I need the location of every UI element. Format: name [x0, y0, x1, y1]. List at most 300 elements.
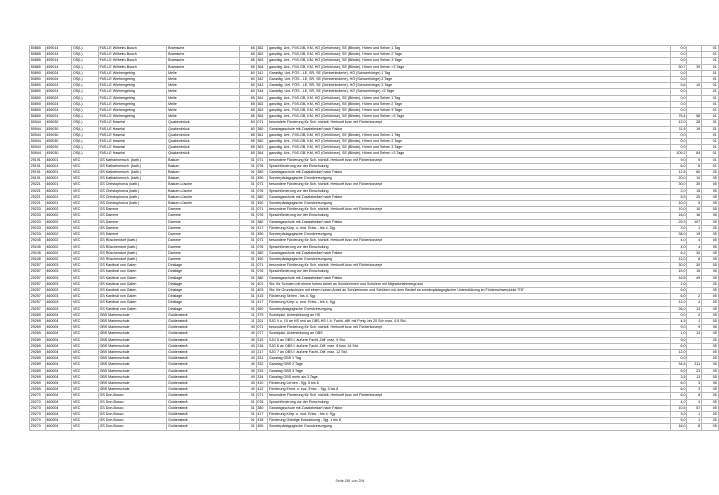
district-number-cell: 459024 [45, 114, 72, 120]
code-a-cell: 01 [239, 287, 256, 293]
code-a-cell: 60 [239, 70, 256, 76]
school-type-cell: VEC [72, 219, 99, 225]
code-b-cell: 450 [256, 306, 268, 312]
code-a-cell: 40 [239, 368, 256, 374]
code-a-cell: 65 [239, 145, 256, 151]
school-type-cell: VEC [72, 380, 99, 386]
count-cell: 4 [687, 244, 702, 250]
description-cell: ganztäg. Unt., FöS-GB, KM, HÖ (Gehörlose), SE (Blinde), Hören und Sehen >3 Tage [268, 64, 671, 70]
school-type-cell: OS(L) [72, 139, 99, 145]
code-a-cell: 40 [239, 356, 256, 362]
code-a-cell: 65 [239, 151, 256, 157]
code-b-cell: 201 [256, 318, 268, 324]
school-number-cell: 29269 [30, 368, 46, 374]
group-cell: 01 [701, 145, 718, 151]
school-number-cell: 29257 [30, 275, 46, 281]
count-cell: 10 [687, 176, 702, 182]
description-cell: Sonderpädagogische Grundversorgung [268, 256, 671, 262]
description-cell: Förderung Emot. u. soz. Entw. - Sjg. 5 bis 8 [268, 387, 671, 393]
hours-cell: 9,0 [670, 337, 687, 343]
school-name-cell: OBS Marienschule [98, 337, 167, 343]
code-b-cell: 450 [256, 424, 268, 430]
school-name-cell: OBS Marienschule [98, 331, 167, 337]
description-cell: Ganztäg. Unt. FÖS - LE, SR, SE (Sehbehinderte), HÖ (Schwerhörige) >3 Tage [268, 89, 671, 95]
hours-cell: 20,0 [670, 176, 687, 182]
district-number-cell: 460004 [45, 318, 72, 324]
hours-cell: 12,0 [670, 256, 687, 262]
code-a-cell: 40 [239, 343, 256, 349]
school-number-cell: 29269 [30, 349, 46, 355]
group-cell: 05 [701, 182, 718, 188]
hours-cell: 34,6 [670, 362, 687, 368]
school-number-cell: 50865 [30, 46, 46, 52]
description-cell: Sozialpäd. Unterstützung an HS [268, 312, 671, 318]
code-a-cell: 40 [239, 325, 256, 331]
code-b-cell: 379 [256, 312, 268, 318]
school-type-cell: OS(L) [72, 64, 99, 70]
school-type-cell: VEC [72, 399, 99, 405]
school-type-cell: VEC [72, 343, 99, 349]
district-number-cell: 460001 [45, 176, 72, 182]
hours-cell: 0,0 [670, 58, 687, 64]
school-name-cell: GS Rüschendorf (kath.) [98, 256, 167, 262]
code-a-cell: 01 [239, 393, 256, 399]
description-cell: Sozialpäd. Unterstützung an OBS [268, 331, 671, 337]
school-type-cell: VEC [72, 362, 99, 368]
location-cell: Goldenstedt [167, 343, 240, 349]
school-type-cell: VEC [72, 294, 99, 300]
code-a-cell: 65 [239, 95, 256, 101]
group-cell: 05 [701, 194, 718, 200]
district-number-cell: 460004 [45, 356, 72, 362]
group-cell: 01 [701, 77, 718, 83]
code-b-cell: 410 [256, 380, 268, 386]
group-cell: 05 [701, 380, 718, 386]
hours-cell: 0,0 [670, 101, 687, 107]
school-number-cell: 29270 [30, 399, 46, 405]
code-b-cell: 450 [256, 201, 268, 207]
count-cell: 211 [687, 362, 702, 368]
location-cell: Goldenstedt [167, 393, 240, 399]
count-cell: 1 [687, 411, 702, 417]
school-type-cell: VEC [72, 238, 99, 244]
group-cell: 05 [701, 263, 718, 269]
hours-cell: 16,0 [670, 213, 687, 219]
count-cell: 9 [687, 157, 702, 163]
school-type-cell: VEC [72, 306, 99, 312]
code-b-cell: 364 [256, 114, 268, 120]
district-number-cell: 460002 [45, 256, 72, 262]
district-number-cell: 460004 [45, 374, 72, 380]
school-name-cell: OBS Marienschule [98, 312, 167, 318]
district-number-cell: 460004 [45, 387, 72, 393]
location-cell: Goldenstedt [167, 405, 240, 411]
district-number-cell: 460004 [45, 424, 72, 430]
district-number-cell: 460002 [45, 238, 72, 244]
hours-cell: 9,0 [670, 157, 687, 163]
group-cell: 05 [701, 250, 718, 256]
school-name-cell: FöS-LE Haselal [98, 139, 167, 145]
description-cell: Sprachförderung vor der Einschulung [268, 188, 671, 194]
code-a-cell: 65 [239, 64, 256, 70]
description-cell: Förderung Geistige Entwicklung - Sjg. 1 bis 8 [268, 418, 671, 424]
description-cell: Ganztäg. Unt. FÖS - LE, SR, SE (Sehbehinderte), HÖ (Schwerhörige) 2 Tage [268, 77, 671, 83]
school-type-cell: VEC [72, 194, 99, 200]
code-a-cell: 65 [239, 101, 256, 107]
hours-cell: 4,0 [670, 238, 687, 244]
hours-cell: 3,5 [670, 374, 687, 380]
hours-cell: 75,4 [670, 114, 687, 120]
group-cell: 01 [701, 108, 718, 114]
group-cell: 05 [701, 405, 718, 411]
code-a-cell: 01 [239, 405, 256, 411]
location-cell: Bakum-Lüsche [167, 188, 240, 194]
location-cell: Bakum [167, 163, 240, 169]
school-number-cell: 50944 [30, 145, 46, 151]
hours-cell: 6,0 [670, 287, 687, 293]
school-type-cell: VEC [72, 244, 99, 250]
group-cell: 01 [701, 70, 718, 76]
location-cell: Melle [167, 77, 240, 83]
hours-cell: 12,5 [670, 170, 687, 176]
code-a-cell: 01 [239, 424, 256, 430]
description-cell: Ganztäg. Unt. FÖS - LE, SR, SE (Sehbehinderte), HÖ (Schwerhörige) 3 Tage [268, 83, 671, 89]
school-name-cell: FöS-LE Wilhelm-Busch [98, 64, 167, 70]
school-number-cell: 50890 [30, 95, 46, 101]
school-type-cell: VEC [72, 182, 99, 188]
school-number-cell: 29233 [30, 207, 46, 213]
location-cell: Quakenbrück [167, 151, 240, 157]
school-type-cell: VEC [72, 250, 99, 256]
district-number-cell: 460002 [45, 232, 72, 238]
hours-cell: 5,6 [670, 83, 687, 89]
school-name-cell: GS Don-Bosco [98, 418, 167, 424]
code-b-cell: 331 [256, 356, 268, 362]
count-cell: 15 [687, 188, 702, 194]
code-a-cell: 01 [239, 281, 256, 287]
location-cell: Bakum [167, 176, 240, 182]
location-cell: Dinklage [167, 263, 240, 269]
hours-cell: 10,5 [670, 405, 687, 411]
group-cell: 05 [701, 294, 718, 300]
school-name-cell: GS Kardinal von Galen [98, 275, 167, 281]
group-cell: 01 [701, 101, 718, 107]
school-name-cell: FöS-LE Wiehengebirg [98, 114, 167, 120]
school-number-cell: 29257 [30, 287, 46, 293]
district-number-cell: 460004 [45, 337, 72, 343]
code-a-cell: 40 [239, 331, 256, 337]
school-name-cell: GS Kardinal von Galen [98, 300, 167, 306]
hours-cell: 30,0 [670, 182, 687, 188]
school-name-cell: GS Don-Bosco [98, 393, 167, 399]
school-type-cell: VEC [72, 300, 99, 306]
school-type-cell: OS(L) [72, 52, 99, 58]
group-cell: 01 [701, 163, 718, 169]
code-a-cell: 60 [239, 126, 256, 132]
code-b-cell: 076 [256, 213, 268, 219]
district-number-cell: 460001 [45, 201, 72, 207]
school-type-cell: VEC [72, 387, 99, 393]
description-cell: ganztäg. Unt., FöS-GB, KM, HÖ (Gehörlose), SE (Blinde), Hören und Sehen 1 Tag [268, 132, 671, 138]
location-cell: Quakenbrück [167, 126, 240, 132]
group-cell: 05 [701, 312, 718, 318]
school-name-cell: FöS-LE Haselal [98, 132, 167, 138]
code-b-cell: 076 [256, 163, 268, 169]
school-number-cell: 50944 [30, 139, 46, 145]
group-cell: 05 [701, 244, 718, 250]
district-number-cell: 459024 [45, 101, 72, 107]
code-b-cell: 217 [256, 349, 268, 355]
count-cell: 2 [687, 312, 702, 318]
location-cell: Quakenbrück [167, 132, 240, 138]
group-cell: 01 [701, 83, 718, 89]
description-cell: besondere Förderung für Sch. nichtdt. Herkunft bzw. mit Förderkonzept [268, 325, 671, 331]
hours-cell: 30,0 [670, 263, 687, 269]
hours-cell: 6,0 [670, 380, 687, 386]
code-a-cell: 65 [239, 46, 256, 52]
hours-cell: 16,0 [670, 424, 687, 430]
location-cell: Dinklage [167, 287, 240, 293]
school-type-cell: VEC [72, 269, 99, 275]
code-b-cell: 215 [256, 337, 268, 343]
code-a-cell: 01 [239, 201, 256, 207]
hours-cell: 2,0 [670, 188, 687, 194]
school-number-cell: 29257 [30, 263, 46, 269]
school-number-cell: 29269 [30, 318, 46, 324]
group-cell: 05 [701, 337, 718, 343]
description-cell: besondere Förderung für Sch. nichtdt. Herkunft bzw. mit Förderkonzept [268, 207, 671, 213]
code-b-cell: 362 [256, 46, 268, 52]
school-name-cell: GS Damme [98, 225, 167, 231]
hours-cell: 5,0 [670, 418, 687, 424]
hours-cell: 3,0 [670, 225, 687, 231]
count-cell: 84 [687, 151, 702, 157]
hours-cell: 6,0 [670, 163, 687, 169]
description-cell: Förderung Körp. u. mot. Entw. - bis 4. Sjg. [268, 411, 671, 417]
table-row [30, 424, 719, 430]
school-number-cell: 29257 [30, 269, 46, 275]
location-cell: Goldenstedt [167, 399, 240, 405]
group-cell: 01 [701, 114, 718, 120]
code-b-cell: 362 [256, 101, 268, 107]
school-type-cell: VEC [72, 312, 99, 318]
school-number-cell: 29257 [30, 300, 46, 306]
hours-cell: 2,0 [670, 281, 687, 287]
school-name-cell: GS Rüschendorf (kath.) [98, 238, 167, 244]
district-number-cell: 460004 [45, 349, 72, 355]
code-b-cell: 363 [256, 58, 268, 64]
district-number-cell: 460003 [45, 300, 72, 306]
school-type-cell: VEC [72, 411, 99, 417]
school-type-cell: OS(L) [72, 77, 99, 83]
hours-cell: 0,0 [670, 52, 687, 58]
code-b-cell: 450 [256, 256, 268, 262]
school-number-cell: 29269 [30, 337, 46, 343]
location-cell: Dinklage [167, 306, 240, 312]
hours-cell: 11,6 [670, 126, 687, 132]
location-cell: Goldenstedt [167, 368, 240, 374]
group-cell: 05 [701, 225, 718, 231]
group-cell: 01 [701, 64, 718, 70]
hours-cell: 5,5 [670, 194, 687, 200]
location-cell: Goldenstedt [167, 325, 240, 331]
group-cell: 05 [701, 238, 718, 244]
hours-cell: 0,0 [670, 46, 687, 52]
description-cell: Std. für Schulen mit einem hohen Anteil an Schülerinnen und Schülern mit Migrationshintergrund [268, 281, 671, 287]
district-number-cell: 459014 [45, 64, 72, 70]
group-cell: 05 [701, 219, 718, 225]
school-name-cell: GS Damme [98, 219, 167, 225]
page-footer: Seite 281 von 294 [335, 479, 365, 483]
code-b-cell: 361 [256, 132, 268, 138]
code-b-cell: 343 [256, 83, 268, 89]
school-name-cell: GS Kardinal von Galen [98, 294, 167, 300]
group-cell: 05 [701, 213, 718, 219]
school-type-cell: OS(L) [72, 101, 99, 107]
school-number-cell: 29269 [30, 380, 46, 386]
code-b-cell: 071 [256, 263, 268, 269]
description-cell: ganztäg. Unt., FöS-GB, KM, HÖ (Gehörlose), SE (Blinde), Hören und Sehen 1 Tag [268, 95, 671, 101]
description-cell: ganztäg. Unt., FöS-GB, KM, HÖ (Gehörlose), SE (Blinde), Hören und Sehen 3 Tage [268, 108, 671, 114]
code-b-cell: 216 [256, 343, 268, 349]
code-a-cell: 01 [239, 300, 256, 306]
school-type-cell: VEC [72, 393, 99, 399]
description-cell: besondere Förderung für Sch. nichtdt. Herkunft bzw. mit Förderkonzept [268, 263, 671, 269]
district-number-cell: 460004 [45, 362, 72, 368]
district-number-cell: 460004 [45, 418, 72, 424]
hours-cell: 6,0 [670, 393, 687, 399]
location-cell: Damme [167, 250, 240, 256]
group-cell: 05 [701, 269, 718, 275]
hours-cell: 0,0 [670, 77, 687, 83]
district-number-cell: 460002 [45, 219, 72, 225]
description-cell: Sonderpädagogische Grundversorgung [268, 176, 671, 182]
hours-cell: 1,0 [670, 331, 687, 337]
count-cell: 49 [687, 275, 702, 281]
code-a-cell: 01 [239, 306, 256, 312]
code-b-cell: 071 [256, 393, 268, 399]
school-type-cell: OS(L) [72, 58, 99, 64]
location-cell: Goldenstedt [167, 424, 240, 430]
district-number-cell: 460003 [45, 263, 72, 269]
group-cell: 01 [701, 132, 718, 138]
school-number-cell: 29191 [30, 157, 46, 163]
count-cell: 6 [687, 256, 702, 262]
school-type-cell: VEC [72, 188, 99, 194]
count-cell: 3 [687, 380, 702, 386]
school-number-cell: 29245 [30, 238, 46, 244]
group-cell: 05 [701, 393, 718, 399]
location-cell: Damme [167, 232, 240, 238]
location-cell: Goldenstedt [167, 349, 240, 355]
location-cell: Melle [167, 89, 240, 95]
school-name-cell: GS Christophorus (kath.) [98, 201, 167, 207]
description-cell: Sonderpädagogische Grundversorgung [268, 424, 671, 430]
school-type-cell: VEC [72, 318, 99, 324]
school-name-cell: FöS-LE Wiehengebirg [98, 101, 167, 107]
school-type-cell: VEC [72, 201, 99, 207]
location-cell: Melle [167, 101, 240, 107]
hours-cell: 12,0 [670, 349, 687, 355]
school-type-cell: VEC [72, 337, 99, 343]
hours-cell: 38,0 [670, 232, 687, 238]
school-number-cell: 29269 [30, 374, 46, 380]
school-name-cell: GS Christophorus (kath.) [98, 188, 167, 194]
school-name-cell: OBS Marienschule [98, 380, 167, 386]
count-cell: 60 [687, 170, 702, 176]
code-a-cell: 65 [239, 132, 256, 138]
group-cell: 01 [701, 126, 718, 132]
code-a-cell: 01 [239, 213, 256, 219]
hours-cell: 6,0 [670, 343, 687, 349]
school-type-cell: OS(L) [72, 89, 99, 95]
district-number-cell: 459024 [45, 108, 72, 114]
location-cell: Dinklage [167, 281, 240, 287]
hours-cell: 16,6 [670, 275, 687, 281]
district-number-cell: 460004 [45, 368, 72, 374]
location-cell: Quakenbrück [167, 139, 240, 145]
district-number-cell: 459024 [45, 83, 72, 89]
district-number-cell: 460004 [45, 325, 72, 331]
code-a-cell: 11 [239, 312, 256, 318]
school-type-cell: VEC [72, 418, 99, 424]
school-number-cell: 29269 [30, 362, 46, 368]
school-type-cell: VEC [72, 170, 99, 176]
school-name-cell: FöS-LE Wiehengebirg [98, 70, 167, 76]
code-b-cell: 417 [256, 300, 268, 306]
district-number-cell: 459030 [45, 139, 72, 145]
school-number-cell: 29269 [30, 343, 46, 349]
school-name-cell: OBS Marienschule [98, 349, 167, 355]
code-b-cell: 071 [256, 157, 268, 163]
description-cell: Sprachförderung vor der Einschulung [268, 163, 671, 169]
count-cell: 2 [687, 294, 702, 300]
school-type-cell: VEC [72, 256, 99, 262]
school-number-cell: 50890 [30, 83, 46, 89]
description-cell: Förderung Körp. u. mot. Entw. - bis 4. Sjg. [268, 225, 671, 231]
group-cell: 05 [701, 349, 718, 355]
code-b-cell: 077 [256, 331, 268, 337]
district-number-cell: 460001 [45, 157, 72, 163]
code-b-cell: 380 [256, 250, 268, 256]
school-number-cell: 50890 [30, 101, 46, 107]
school-type-cell: OS(L) [72, 108, 99, 114]
description-cell: Ganztagsschule mit Zusatzbedarf nach Faktor [268, 405, 671, 411]
code-a-cell: 65 [239, 114, 256, 120]
location-cell: Bramsche [167, 58, 240, 64]
school-name-cell: GS Don-Bosco [98, 411, 167, 417]
count-cell: 9 [687, 325, 702, 331]
group-cell: 05 [701, 281, 718, 287]
count-cell: 28 [687, 120, 702, 126]
district-number-cell: 459024 [45, 77, 72, 83]
code-b-cell: 076 [256, 269, 268, 275]
school-name-cell: GS Katharinensch. (kath.) [98, 170, 167, 176]
school-type-cell: OS(L) [72, 132, 99, 138]
school-number-cell: 29270 [30, 418, 46, 424]
description-cell: ganztäg. Unt., FöS-GB, KM, HÖ (Gehörlose), SE (Blinde), Hören und Sehen 2 Tage [268, 52, 671, 58]
group-cell: 05 [701, 287, 718, 293]
count-cell: 4 [687, 300, 702, 306]
description-cell: Ganztagsschule mit Zusatzbedarf nach Faktor [268, 126, 671, 132]
group-cell: 05 [701, 188, 718, 194]
school-number-cell: 29191 [30, 170, 46, 176]
school-name-cell: OBS Marienschule [98, 374, 167, 380]
location-cell: Melle [167, 83, 240, 89]
description-cell: ganztäg. Unt., FöS-GB, KM, HÖ (Gehörlose), SE (Blinde), Hören und Sehen >3 Tage [268, 114, 671, 120]
school-type-cell: VEC [72, 281, 99, 287]
school-number-cell: 50944 [30, 126, 46, 132]
